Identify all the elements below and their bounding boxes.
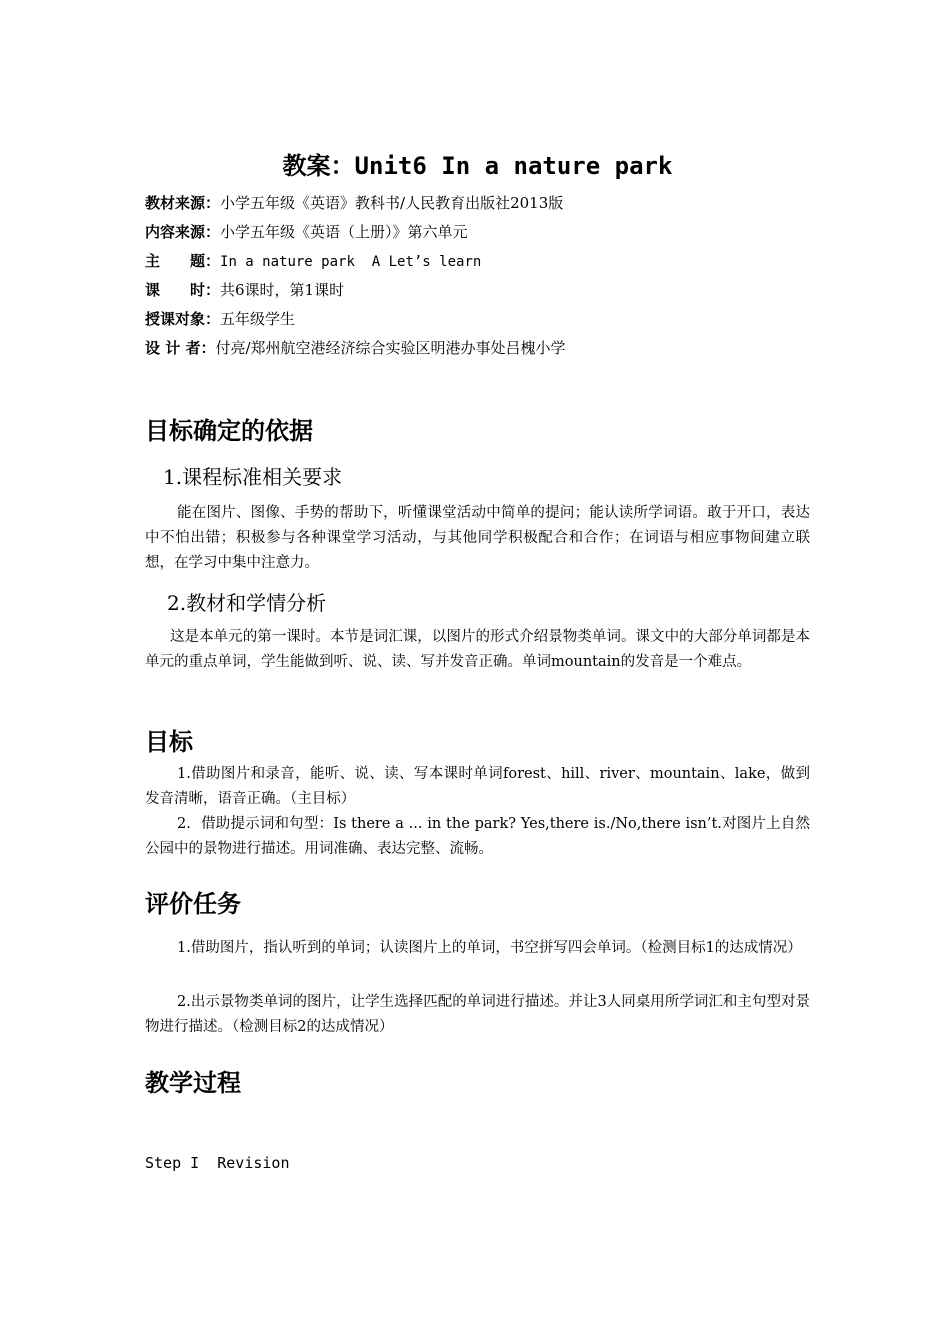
meta-value: 小学五年级《英语（上册）》第六单元	[220, 223, 468, 241]
assessment-item-1: 1.借助图片，指认听到的单词；认读图片上的单词，书空拼写四会单词。（检测目标1的达成情况）	[177, 940, 802, 956]
step-revision: Step I Revision	[145, 1154, 290, 1172]
meta-label: 主 题：	[145, 252, 221, 270]
section-heading-assessment: 评价任务	[145, 890, 241, 918]
meta-label: 授课对象：	[145, 310, 221, 328]
meta-row-audience	[145, 308, 810, 337]
meta-label: 设 计 者：	[145, 339, 216, 357]
document-title	[145, 146, 810, 181]
goal-item-1: 1.借助图片和录音，能听、说、读、写本课时单词forest、hill、river、mountain、lake，做到发音清晰，语音正确。（主目标）	[145, 766, 810, 807]
section-heading-basis: 目标确定的依据	[145, 417, 313, 445]
meta-label: 内容来源：	[145, 223, 221, 241]
meta-value: In a nature park A Let’s learn	[220, 254, 482, 270]
assessment-item-2: 2.出示景物类单词的图片，让学生选择匹配的单词进行描述。并让3人同桌用所学词汇和主句型对景物进行描述。（检测目标2的达成情况）	[145, 994, 810, 1035]
meta-label: 课 时：	[145, 281, 221, 299]
meta-row-period	[145, 279, 810, 308]
meta-value: 五年级学生	[220, 310, 296, 328]
meta-row-source	[145, 192, 810, 221]
paragraph-analysis: 这是本单元的第一课时。本节是词汇课，以图片的形式介绍景物类单词。课文中的大部分单词都是本单元的重点单词，学生能做到听、说、读、写并发音正确。单词mountain的发音是一个难点。	[145, 629, 810, 670]
meta-value: 共6课时，第1课时	[220, 281, 345, 299]
meta-row-topic	[145, 250, 810, 279]
subheading-analysis: 2.教材和学情分析	[167, 591, 327, 615]
lesson-meta	[145, 192, 810, 366]
subheading-standards: 1.课程标准相关要求	[163, 465, 343, 489]
meta-value: 付亮/郑州航空港经济综合实验区明港办事处吕槐小学	[215, 339, 566, 357]
section-heading-goals: 目标	[145, 728, 193, 756]
title-prefix: 教案：	[282, 152, 355, 180]
meta-label: 教材来源：	[145, 194, 221, 212]
title-unit: Unit6 In a nature park	[354, 152, 673, 180]
meta-value: 小学五年级《英语》教科书/人民教育出版社2013版	[220, 194, 564, 212]
meta-row-designer	[145, 337, 810, 366]
section-heading-process: 教学过程	[145, 1069, 241, 1097]
paragraph-standards: 能在图片、图像、手势的帮助下，听懂课堂活动中简单的提问；能认读所学词语。敢于开口，表达中不怕出错；积极参与各种课堂学习活动，与其他同学积极配合和合作；在词语与相应事物间建立联想，在学习中集中注意力。	[145, 505, 810, 571]
goal-item-2: 2．借助提示词和句型：Is there a ... in the park? Yes,there is./No,there isn’t.对图片上自然公园中的景物进行描述。用词准确、表达完整、流畅。	[145, 816, 810, 857]
meta-row-content	[145, 221, 810, 250]
